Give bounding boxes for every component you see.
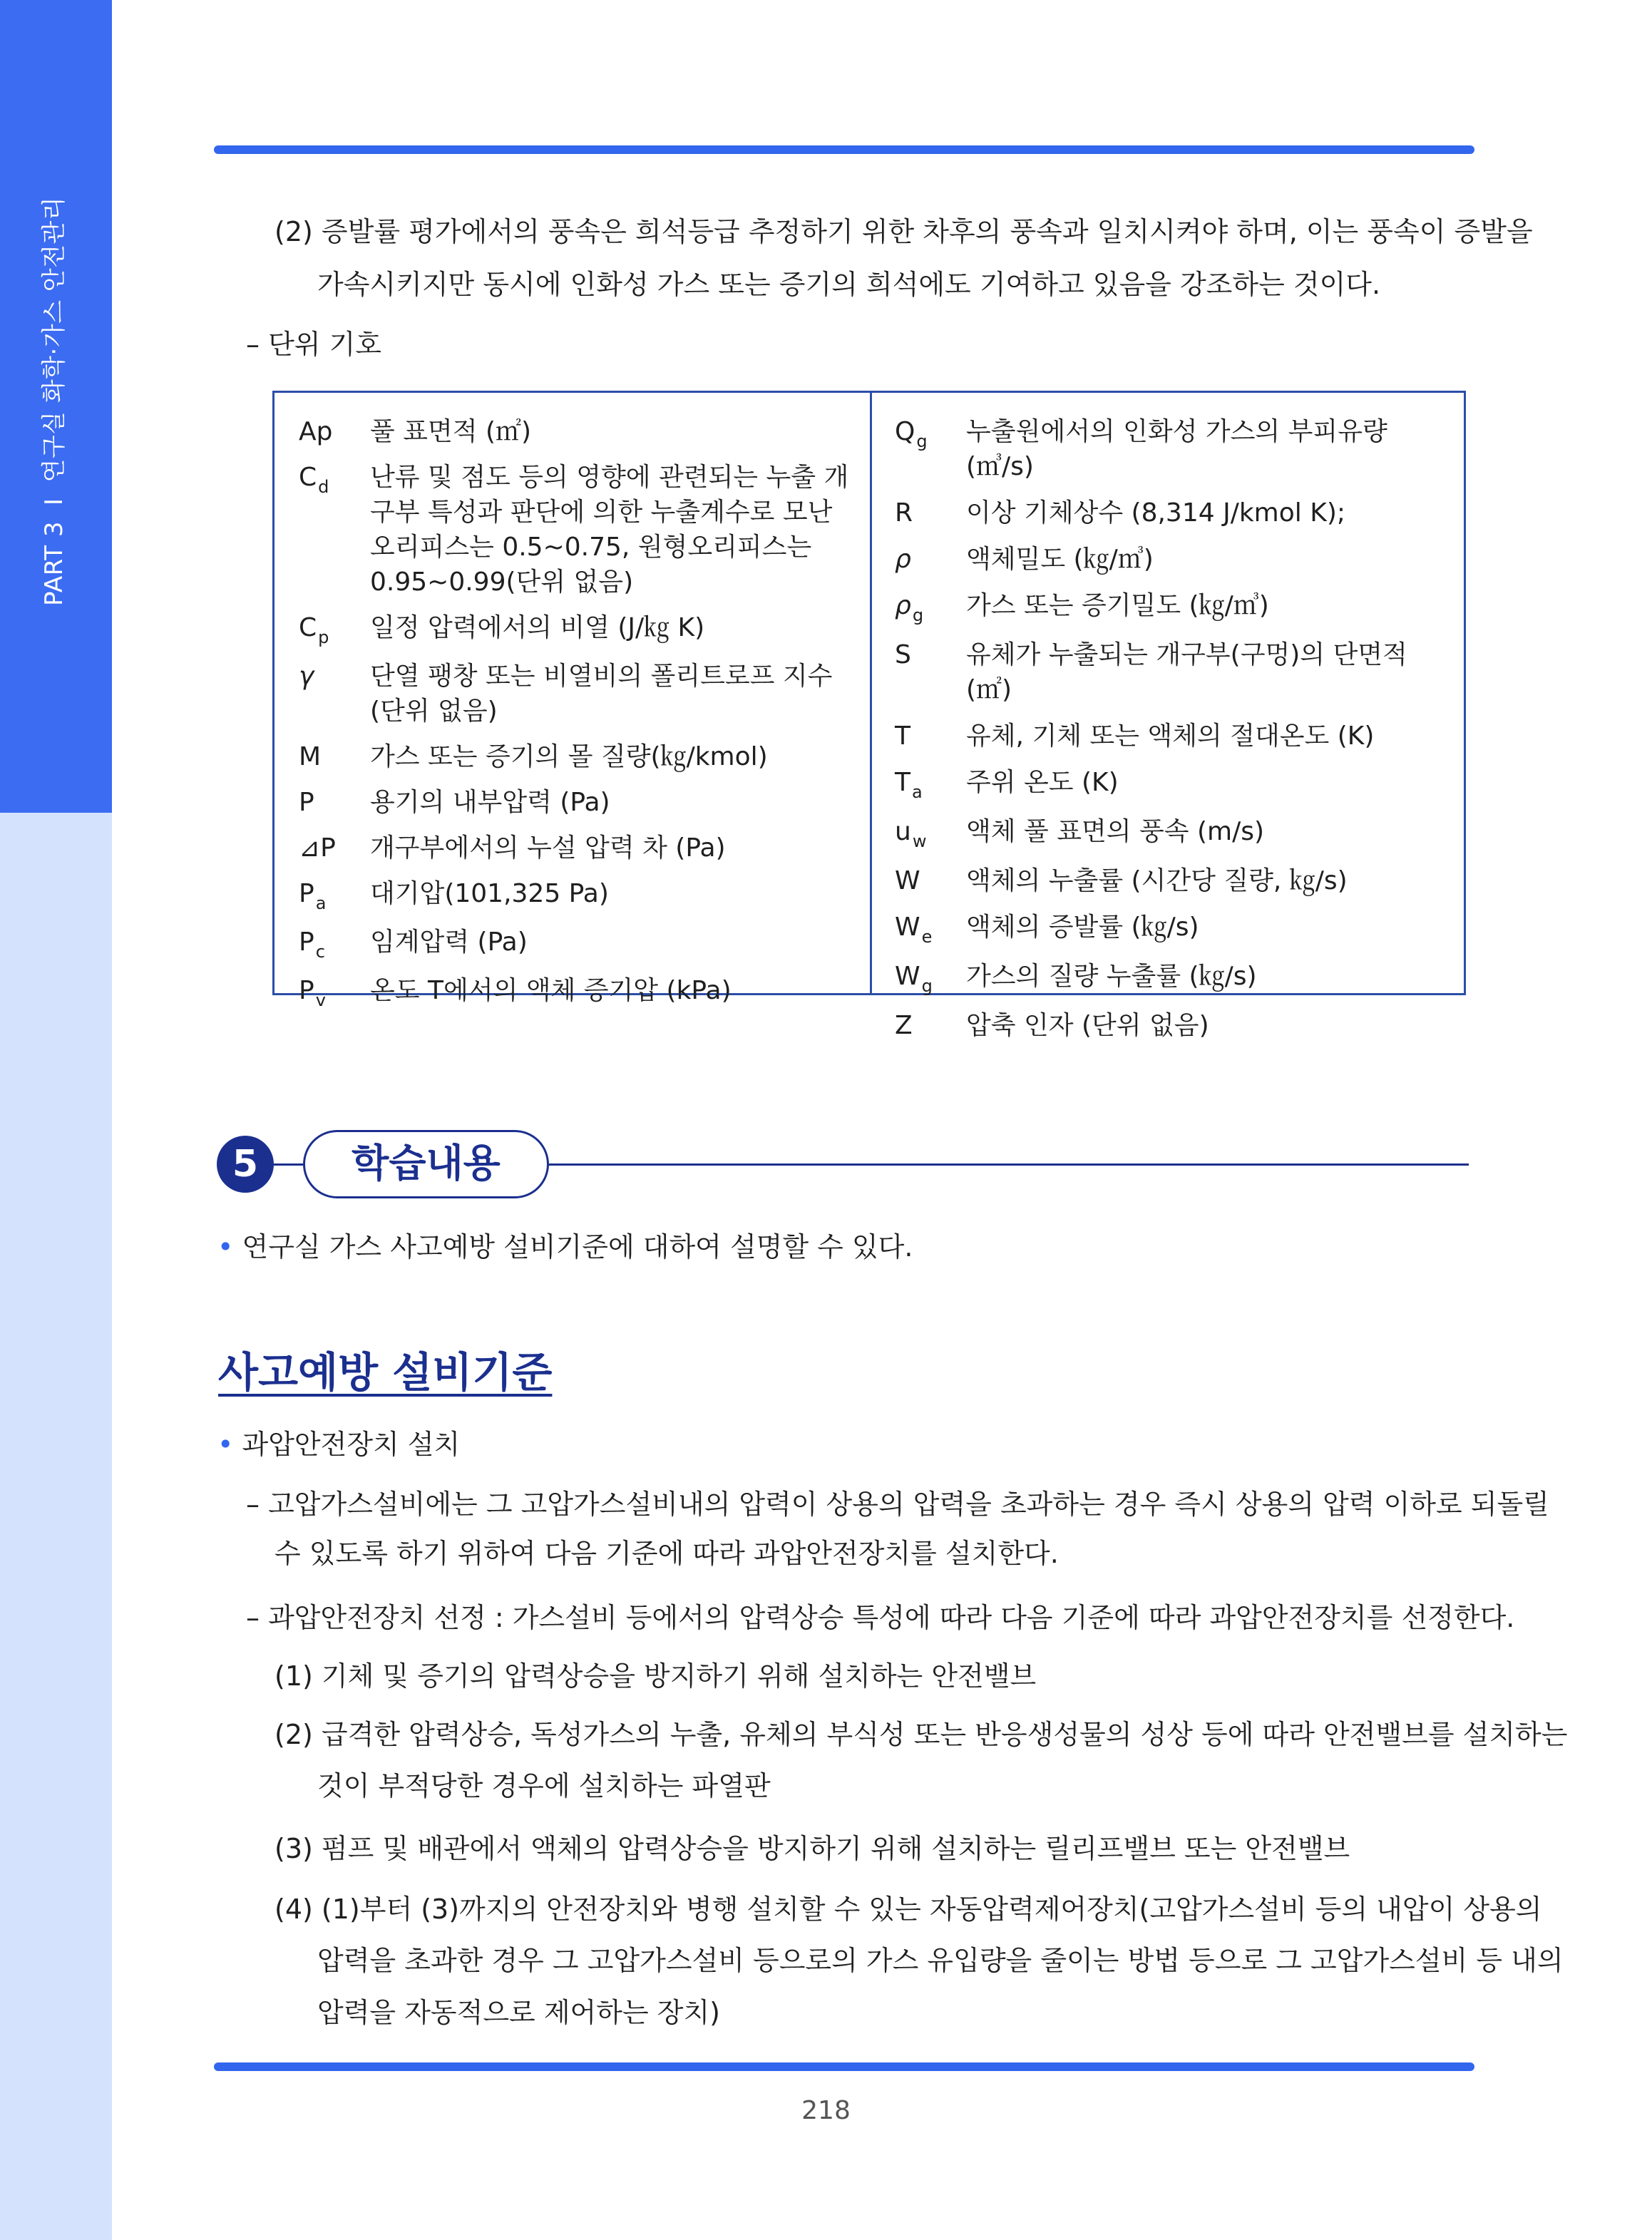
- symbol-entry: [299, 925, 855, 962]
- symbol: [299, 925, 370, 962]
- symbol-description: 유체가 누출되는 개구부(구멍)의 단면적 (㎡): [966, 640, 1407, 704]
- part-label: PART 3: [40, 521, 68, 606]
- symbol-subscript: a: [912, 782, 923, 802]
- symbol-entry: [299, 831, 855, 865]
- symbol-letter: W: [895, 913, 920, 942]
- symbol-column-left: [299, 414, 855, 1022]
- symbol-letter: P: [299, 928, 314, 957]
- bullet-icon: •: [217, 1429, 234, 1460]
- sidebar-chapter-label: [34, 197, 69, 606]
- unit-symbols-label: – 단위 기호: [246, 329, 381, 360]
- symbol: [299, 876, 370, 914]
- symbol-entry: [299, 610, 855, 648]
- symbol: [895, 959, 966, 997]
- symbol: [299, 414, 370, 449]
- symbol-entry: [895, 542, 1458, 577]
- symbol-description: 압축 인자 (단위 없음): [966, 1011, 1209, 1040]
- symbol-entry: [299, 739, 855, 774]
- symbol-subscript: v: [315, 990, 326, 1010]
- symbol-description: 주위 온도 (K): [966, 768, 1119, 797]
- symbol-subscript: w: [912, 831, 927, 851]
- part-separator: I: [40, 498, 68, 506]
- symbol: [895, 414, 966, 484]
- body-bullet: [217, 1421, 460, 1468]
- body-item-3: (3) 펌프 및 배관에서 액체의 압력상승을 방지하기 위해 설치하는 릴리프밸브 또는 안전밸브: [275, 1833, 1350, 1864]
- sidebar-accent-cut: [0, 741, 112, 813]
- symbol-description: 일정 압력에서의 비열 (J/㎏ K): [370, 613, 705, 642]
- body-dash-1-line-1: – 고압가스설비에는 그 고압가스설비내의 압력이 상용의 압력을 초과하는 경우 즉시 상용의 압력 이하로 되돌릴: [246, 1489, 1549, 1520]
- table-divider: [870, 393, 872, 993]
- bottom-rule: [214, 2062, 1474, 2071]
- symbol-entry: [895, 414, 1458, 484]
- body-item-4-line-1: (4) (1)부터 (3)까지의 안전장치와 병행 설치할 수 있는 자동압력제어장치(고압가스설비 등의 내압이 상용의: [275, 1894, 1542, 1925]
- symbol: [895, 637, 966, 707]
- learning-objective: [217, 1223, 913, 1270]
- symbol: [895, 1008, 966, 1043]
- body-dash-2: – 과압안전장치 선정 : 가스설비 등에서의 압력상승 특성에 따라 다음 기준에 따라 과압안전장치를 선정한다.: [246, 1602, 1515, 1633]
- symbol-letter: W: [895, 866, 920, 895]
- symbol-letter: Z: [895, 1011, 913, 1040]
- symbol-subscript: e: [921, 927, 933, 947]
- symbol-description: 누출원에서의 인화성 가스의 부피유량 (㎥/s): [966, 417, 1387, 481]
- symbol-description: 유체, 기체 또는 액체의 절대온도 (K): [966, 721, 1375, 751]
- symbol-letter: R: [895, 498, 913, 528]
- page-heading: 사고예방 설비기준: [218, 1348, 553, 1397]
- sidebar: [0, 0, 112, 2240]
- symbol: [299, 659, 370, 729]
- symbol: [895, 719, 966, 754]
- symbol-description: 가스의 질량 누출률 (㎏/s): [966, 962, 1257, 991]
- intro-line-1: (2) 증발률 평가에서의 풍속은 희석등급 추정하기 위한 차후의 풍속과 일치시켜야 하며, 이는 풍속이 증발을: [275, 216, 1533, 247]
- symbol-letter: ρ: [895, 591, 911, 620]
- symbol-subscript: c: [315, 942, 325, 962]
- symbol-subscript: g: [912, 605, 924, 625]
- symbol-entry: [895, 863, 1458, 898]
- symbol: [299, 610, 370, 648]
- body-item-4-line-3: 압력을 자동적으로 제어하는 장치): [317, 1997, 720, 2028]
- symbol-letter: W: [895, 962, 920, 991]
- symbol-letter: P: [299, 976, 314, 1005]
- section-number-badge: 5: [217, 1136, 274, 1193]
- symbol-entry: [299, 414, 855, 449]
- body-item-1: (1) 기체 및 증기의 압력상승을 방지하기 위해 설치하는 안전밸브: [275, 1660, 1037, 1692]
- symbol-description: 이상 기체상수 (8,314 J/kmol K);: [966, 498, 1346, 528]
- symbol-entry: [299, 785, 855, 820]
- symbol-entry: [895, 765, 1458, 803]
- symbol-description: 액체 풀 표면의 풍속 (m/s): [966, 817, 1265, 846]
- symbol-letter: ⊿P: [299, 833, 336, 863]
- symbol: [299, 739, 370, 774]
- symbol-letter: M: [299, 742, 322, 771]
- symbol-description: 액체밀도 (㎏/㎥): [966, 545, 1154, 574]
- symbol-entry: [299, 460, 855, 600]
- symbol-entry: [895, 719, 1458, 754]
- symbol: [895, 588, 966, 626]
- symbol-entry: [895, 588, 1458, 626]
- body-item-2-line-2: 것이 부적당한 경우에 설치하는 파열판: [317, 1770, 771, 1802]
- symbol-letter: ρ: [895, 545, 911, 574]
- section-rule: [549, 1163, 1469, 1166]
- symbol: [895, 542, 966, 577]
- symbol-subscript: p: [318, 627, 329, 647]
- symbol-letter: C: [299, 613, 317, 642]
- symbol-entry: [299, 659, 855, 729]
- page-number: 218: [801, 2096, 851, 2125]
- symbol-description: 가스 또는 증기의 몰 질량(㎏/kmol): [370, 742, 768, 771]
- symbol: [895, 814, 966, 852]
- symbol: [895, 910, 966, 947]
- symbol-description: 액체의 증발률 (㎏/s): [966, 913, 1199, 942]
- symbol-entry: [895, 959, 1458, 997]
- symbol-entry: [895, 910, 1458, 947]
- symbol-description: 가스 또는 증기밀도 (㎏/㎥): [966, 591, 1269, 620]
- symbol: [895, 863, 966, 898]
- body-dash-1-line-2: 수 있도록 하기 위하여 다음 기준에 따라 과압안전장치를 설치한다.: [275, 1538, 1059, 1569]
- chapter-title: 연구실 화학·가스 안전관리: [40, 196, 68, 483]
- symbol-description: 용기의 내부압력 (Pa): [370, 788, 610, 817]
- symbol-description: 대기압(101,325 Pa): [370, 879, 609, 908]
- symbol-letter: S: [895, 640, 911, 669]
- symbol: [299, 785, 370, 820]
- symbol-description: 개구부에서의 누설 압력 차 (Pa): [370, 833, 726, 863]
- symbol: [299, 973, 370, 1011]
- symbol-description: 액체의 누출률 (시간당 질량, ㎏/s): [966, 866, 1348, 895]
- symbol-letter: Ap: [299, 417, 333, 446]
- symbol-description: 단열 팽창 또는 비열비의 폴리트로프 지수(단위 없음): [370, 662, 833, 726]
- symbol-entry: [895, 814, 1458, 852]
- symbol-letter: Q: [895, 417, 915, 446]
- symbol-letter: γ: [299, 662, 314, 691]
- symbol-subscript: a: [315, 893, 327, 913]
- symbol-letter: C: [299, 463, 317, 492]
- symbol-subscript: d: [318, 477, 329, 497]
- symbol-entry: [299, 876, 855, 914]
- body-item-2-line-1: (2) 급격한 압력상승, 독성가스의 누출, 유체의 부식성 또는 반응생성물의 성상 등에 따라 안전밸브를 설치하는: [275, 1719, 1568, 1750]
- section-title: 학습내용: [303, 1130, 549, 1198]
- body-item-4-line-2: 압력을 초과한 경우 그 고압가스설비 등으로의 가스 유입량을 줄이는 방법 등으로 그 고압가스설비 등 내의: [317, 1945, 1564, 1976]
- symbol-column-right: [895, 414, 1458, 1054]
- intro-line-2: 가속시키지만 동시에 인화성 가스 또는 증기의 희석에도 기여하고 있음을 강조하는 것이다.: [317, 269, 1381, 300]
- symbol-entry: [299, 973, 855, 1011]
- body-bullet-text: 과압안전장치 설치: [242, 1429, 461, 1460]
- symbol-letter: P: [299, 788, 314, 817]
- symbol: [895, 765, 966, 803]
- symbol-letter: u: [895, 817, 911, 846]
- symbol: [299, 831, 370, 865]
- learning-objective-text: 연구실 가스 사고예방 설비기준에 대하여 설명할 수 있다.: [242, 1231, 913, 1263]
- symbol-letter: T: [895, 721, 910, 751]
- top-rule: [214, 145, 1474, 154]
- symbol-letter: P: [299, 879, 314, 908]
- symbol-description: 풀 표면적 (㎡): [370, 417, 532, 446]
- symbol-entry: [895, 1008, 1458, 1043]
- symbol-subscript: g: [916, 431, 928, 451]
- symbol: [895, 495, 966, 530]
- symbol-description: 온도 T에서의 액체 증기압 (kPa): [370, 976, 732, 1005]
- symbol-subscript: g: [921, 976, 933, 996]
- symbol-entry: [895, 495, 1458, 530]
- symbol-letter: T: [895, 768, 910, 797]
- bullet-icon: •: [217, 1231, 234, 1263]
- symbol: [299, 460, 370, 600]
- unit-symbol-table: [272, 391, 1466, 1040]
- symbol-description: 임계압력 (Pa): [370, 928, 528, 957]
- symbol-description: 난류 및 점도 등의 영향에 관련되는 누출 개구부 특성과 판단에 의한 누출계수로 모난 오리피스는 0.5~0.75, 원형오리피스는 0.95~0.99(단위 없음): [370, 463, 849, 597]
- section-connector: [274, 1163, 303, 1166]
- symbol-entry: [895, 637, 1458, 707]
